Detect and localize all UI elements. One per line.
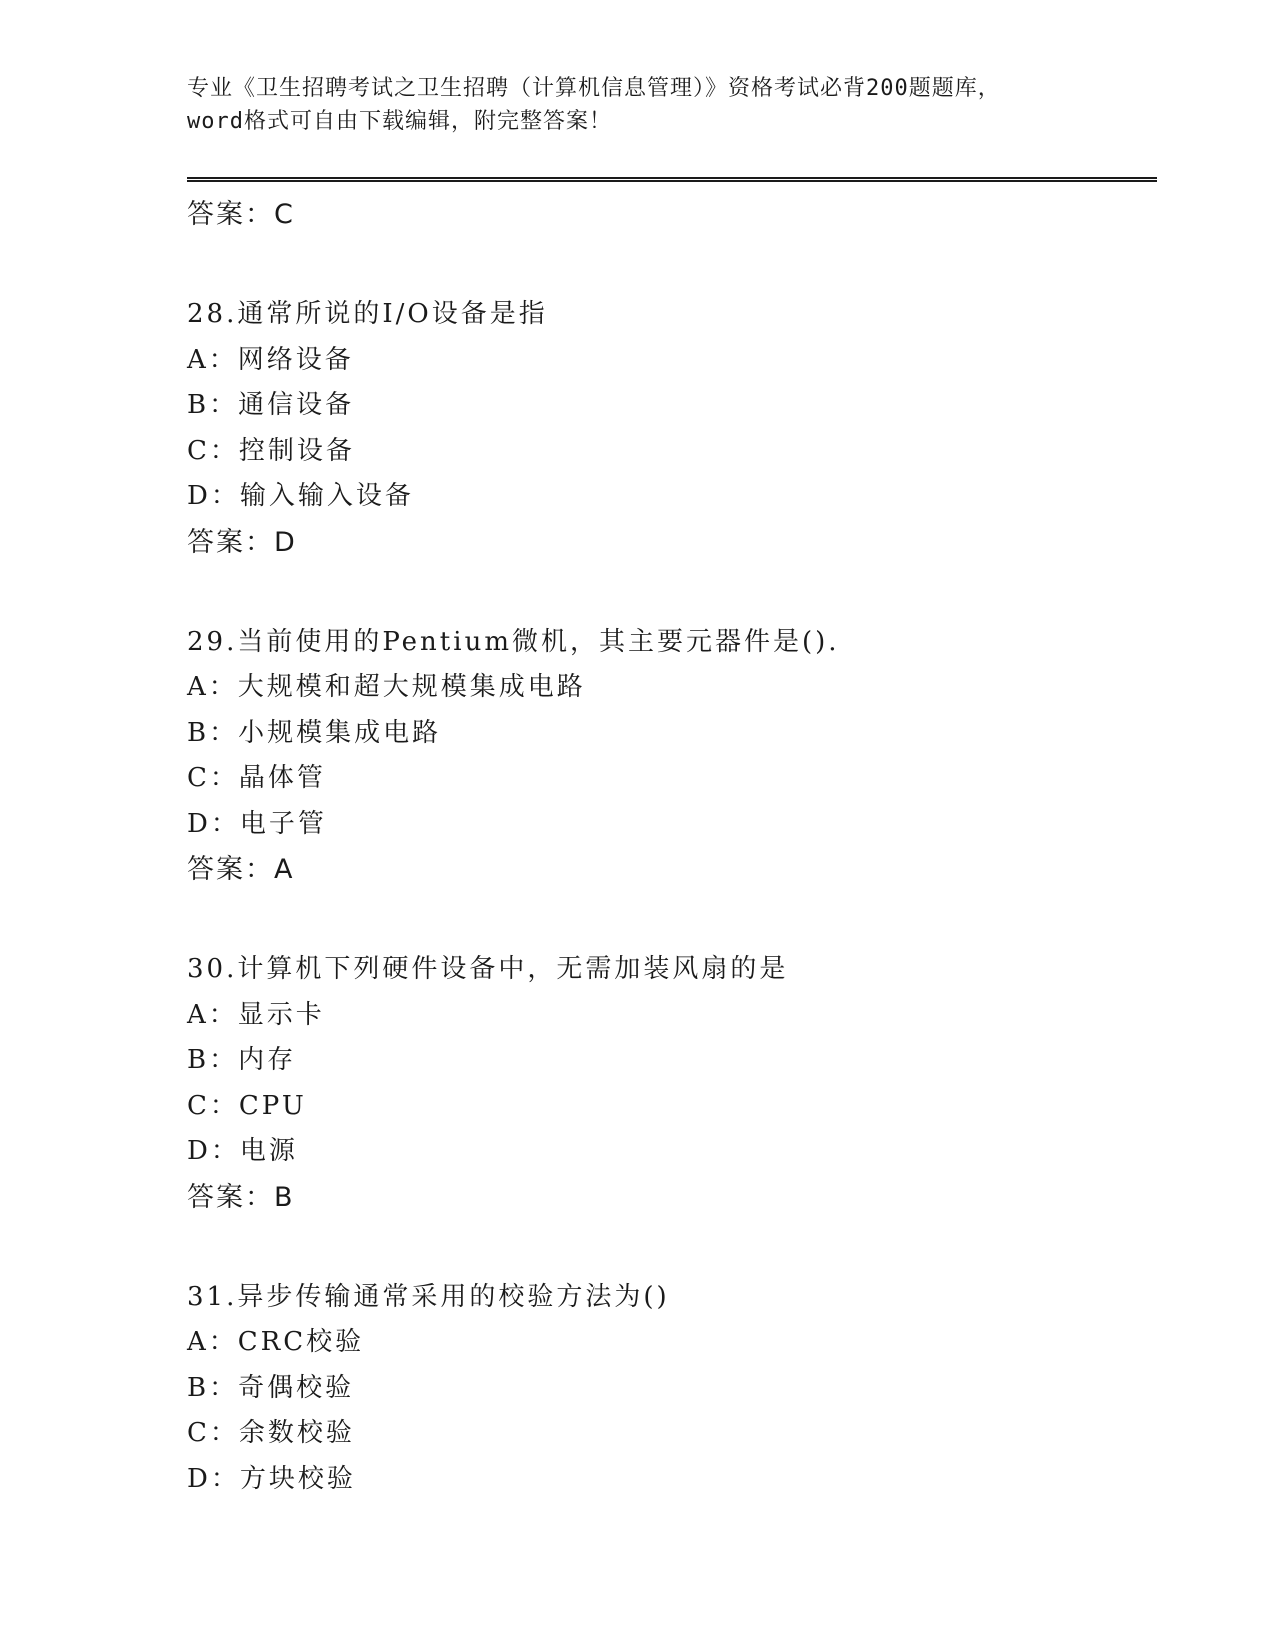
answer-previous: 答案：C [187, 199, 295, 230]
option-a: A：网络设备 [187, 344, 354, 375]
header-line-1: 专业《卫生招聘考试之卫生招聘（计算机信息管理）》资格考试必背200题题库， [187, 76, 1001, 101]
document-header [187, 72, 1087, 138]
option-c: C：控制设备 [187, 435, 355, 466]
option-a: A：大规模和超大规模集成电路 [187, 672, 586, 702]
answer: 答案：A [187, 854, 295, 885]
option-c: C：余数校验 [187, 1418, 355, 1448]
header-divider [187, 177, 1157, 182]
question-29 [187, 620, 1157, 894]
option-a: A：CRC校验 [187, 1327, 365, 1357]
header-line-2: word格式可自由下载编辑，附完整答案！ [187, 109, 612, 134]
option-b: B：奇偶校验 [187, 1372, 355, 1403]
option-d: D：输入输入设备 [187, 481, 414, 511]
question-stem: 28.通常所说的I/O设备是指 [187, 299, 548, 329]
answer: 答案：D [187, 526, 297, 558]
question-30 [187, 947, 1157, 1221]
option-a: A：显示卡 [187, 999, 325, 1030]
question-stem: 29.当前使用的Pentium微机，其主要元器件是(). [187, 626, 840, 657]
question-list [187, 192, 1157, 1502]
option-d: D：电子管 [187, 808, 327, 839]
answer: 答案：B [187, 1181, 295, 1213]
option-c: C：晶体管 [187, 763, 326, 793]
option-b: B：通信设备 [187, 390, 355, 420]
question-28 [187, 292, 1157, 566]
option-c: C：CPU [187, 1090, 307, 1121]
question-stem: 31.异步传输通常采用的校验方法为() [187, 1281, 670, 1312]
question-stem: 30.计算机下列硬件设备中，无需加装风扇的是 [187, 954, 789, 984]
option-d: D：方块校验 [187, 1463, 356, 1494]
option-b: B：内存 [187, 1045, 297, 1075]
option-b: B：小规模集成电路 [187, 717, 442, 748]
option-d: D：电源 [187, 1136, 298, 1166]
question-31 [187, 1275, 1157, 1503]
